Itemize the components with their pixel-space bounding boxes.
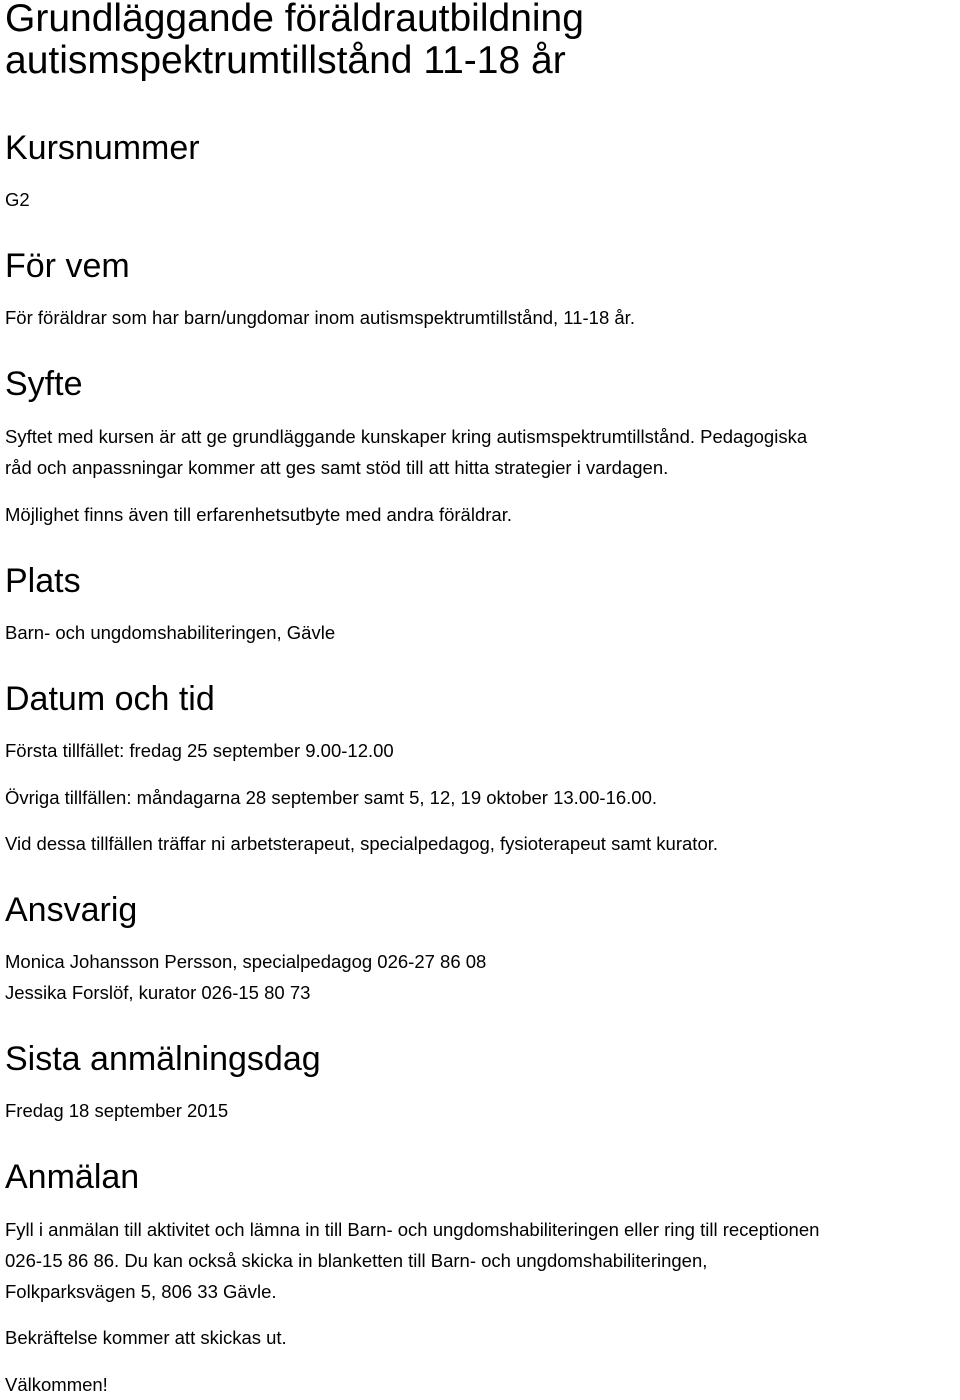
title-line-2: autismspektrumtillstånd 11-18 år — [5, 39, 566, 82]
sista-anmalningsdag-text: Fredag 18 september 2015 — [5, 1100, 229, 1121]
title-line-1: Grundläggande föräldrautbildning — [5, 0, 584, 40]
plats-text: Barn- och ungdomshabiliteringen, Gävle — [5, 622, 336, 643]
anmalan-line-5: Välkommen! — [5, 1374, 108, 1395]
datum-heading: Datum och tid — [5, 680, 215, 718]
ansvarig-line-2: Jessika Forslöf, kurator 026-15 80 73 — [5, 982, 311, 1003]
syfte-heading: Syfte — [5, 365, 83, 403]
anmalan-line-3: Folkparksvägen 5, 806 33 Gävle. — [5, 1281, 277, 1302]
page-title — [5, 0, 584, 82]
kursnummer-heading: Kursnummer — [5, 129, 200, 167]
plats-heading: Plats — [5, 562, 81, 600]
ansvarig-heading: Ansvarig — [5, 891, 138, 929]
kursnummer-value: G2 — [5, 189, 30, 210]
sista-anmalningsdag-heading: Sista anmälningsdag — [5, 1040, 321, 1078]
anmalan-line-4: Bekräftelse kommer att skickas ut. — [5, 1327, 287, 1348]
anmalan-line-1: Fyll i anmälan till aktivitet och lämna in till Barn- och ungdomshabiliteringen eller ring till receptionen — [5, 1219, 820, 1240]
anmalan-heading: Anmälan — [5, 1158, 140, 1196]
datum-line-3: Vid dessa tillfällen träffar ni arbetsterapeut, specialpedagog, fysioterapeut samt kurator. — [5, 833, 719, 854]
anmalan-line-2: 026-15 86 86. Du kan också skicka in blanketten till Barn- och ungdomshabiliteringen, — [5, 1250, 708, 1271]
for-vem-text: För föräldrar som har barn/ungdomar inom autismspektrumtillstånd, 11-18 år. — [5, 307, 635, 328]
syfte-line-2: råd och anpassningar kommer att ges samt stöd till att hitta strategier i vardagen. — [5, 457, 669, 478]
ansvarig-line-1: Monica Johansson Persson, specialpedagog 026-27 86 08 — [5, 951, 487, 972]
for-vem-heading: För vem — [5, 247, 130, 285]
syfte-line-3: Möjlighet finns även till erfarenhetsutbyte med andra föräldrar. — [5, 504, 512, 525]
datum-line-1: Första tillfället: fredag 25 september 9.00-12.00 — [5, 740, 394, 761]
syfte-line-1: Syftet med kursen är att ge grundläggande kunskaper kring autismspektrumtillstånd. Pedagogiska — [5, 426, 808, 447]
datum-line-2: Övriga tillfällen: måndagarna 28 september samt 5, 12, 19 oktober 13.00-16.00. — [5, 787, 657, 808]
